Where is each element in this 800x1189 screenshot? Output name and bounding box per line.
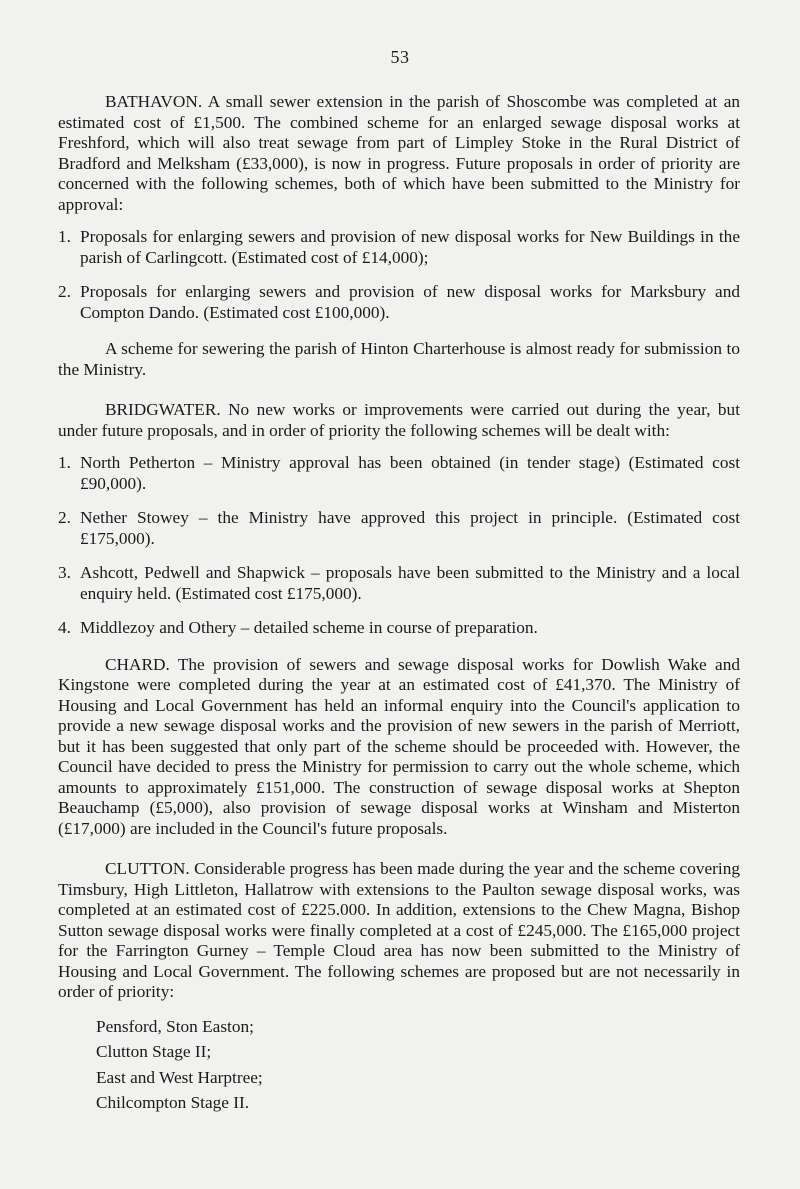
list-item: 2. Nether Stowey – the Ministry have approved this project in principle. (Estimated cost £175,000). <box>58 508 740 548</box>
list-item: 2. Proposals for enlarging sewers and provision of new disposal works for Marksbury and Compton Dando. (Estimated cost £100,000). <box>58 282 740 322</box>
list-item: 1. Proposals for enlarging sewers and provision of new disposal works for New Buildings in the parish of Carlingcott. (Estimated cost of £14,000); <box>58 227 740 267</box>
bridgwater-paragraph: BRIDGWATER. No new works or improvements were carried out during the year, but under future proposals, and in order of priority the following schemes will be dealt with: <box>58 400 740 440</box>
list-item: 3. Ashcott, Pedwell and Shapwick – proposals have been submitted to the Ministry and a local enquiry held. (Estimated cost £175,000). <box>58 563 740 603</box>
list-item: East and West Harptree; <box>96 1067 263 1087</box>
list-item: 1. North Petherton – Ministry approval has been obtained (in tender stage) (Estimated cost £90,000). <box>58 453 740 493</box>
clutton-paragraph: CLUTTON. Considerable progress has been made during the year and the scheme covering Timsbury, High Littleton, Hallatrow with extensions to the Paulton sewage disposal works, was completed at an estimated cost of £225.000. In addition, extensions to the Chew Magna, Bishop Sutton sewage disposal works were finally completed at a cost of £245,000. The £165,000 project for the Farrington Gurney – Temple Cloud area has now been submitted to the Ministry of Housing and Local Government. The following schemes are proposed but are not necessarily in order of priority: <box>58 859 740 1001</box>
bridgwater-list <box>58 453 740 639</box>
list-item: Clutton Stage II; <box>96 1042 212 1061</box>
hinton-charterhouse-note: A scheme for sewering the parish of Hinton Charterhouse is almost ready for submission to the Ministry. <box>58 339 740 379</box>
chard-paragraph: CHARD. The provision of sewers and sewage disposal works for Dowlish Wake and Kingstone were completed during the year at an estimated cost of £41,370. The Ministry of Housing and Local Government has held an informal enquiry into the Council's application to provide a new sewage disposal works and the provision of new sewers in the parish of Merriott, but it has been suggested that only part of the scheme should be proceeded with. However, the Council have decided to press the Ministry for permission to carry out the whole scheme, which amounts to approximately £151,000. The construction of sewage disposal works at Shepton Beauchamp (£5,000), also provision of sewage disposal works at Winsham and Misterton (£17,000) are included in the Council's future proposals. <box>58 654 740 838</box>
list-item: 4. Middlezoy and Othery – detailed scheme in course of preparation. <box>58 618 538 637</box>
clutton-schemes-list <box>96 1017 740 1114</box>
list-item: Pensford, Ston Easton; <box>96 1016 254 1036</box>
page-number: 53 <box>390 47 410 67</box>
list-item: Chilcompton Stage II. <box>96 1093 250 1112</box>
bathavon-list <box>58 227 740 323</box>
body-text <box>58 92 740 1119</box>
bathavon-paragraph: BATHAVON. A small sewer extension in the parish of Shoscombe was completed at an estimated cost of £1,500. The combined scheme for an enlarged sewage disposal works at Freshford, which will also treat sewage from part of Limpley Stoke in the Rural District of Bradford and Melksham (£33,000), is now in progress. Future proposals in order of priority are concerned with the following schemes, both of which have been submitted to the Ministry for approval: <box>58 92 740 214</box>
